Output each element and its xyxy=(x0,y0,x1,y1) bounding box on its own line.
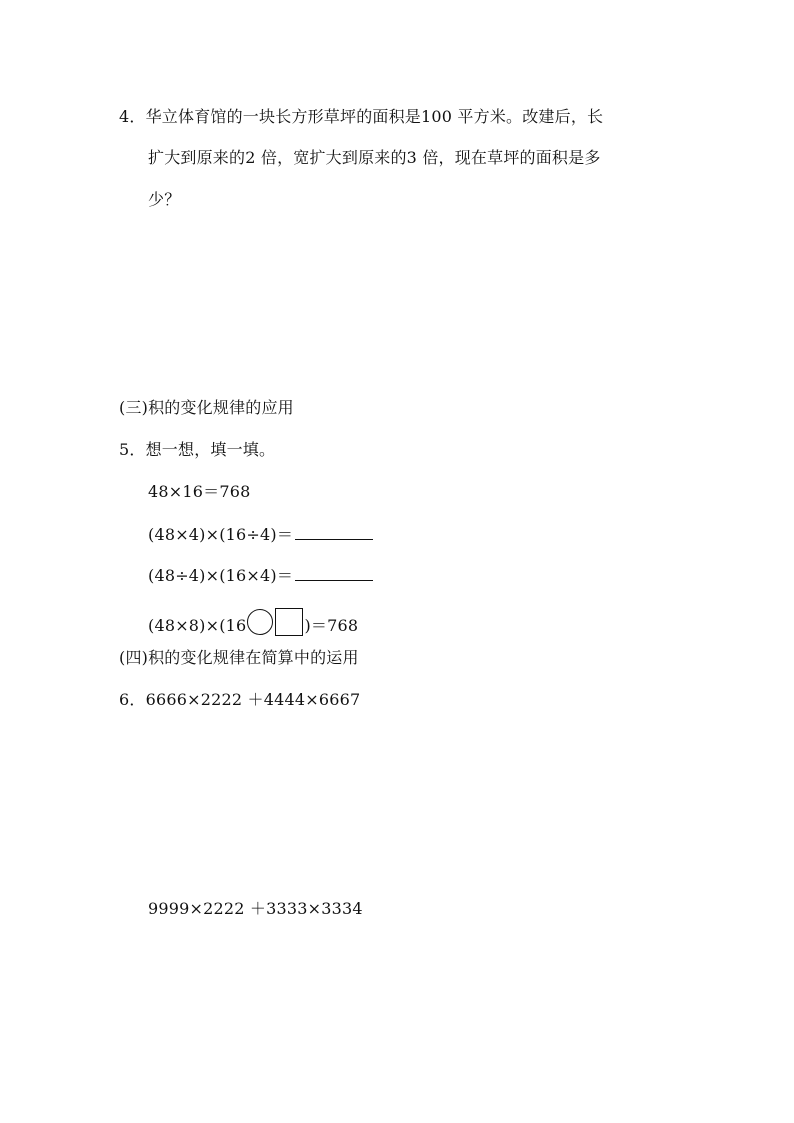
question-4-line-1 xyxy=(119,106,603,128)
equation-3 xyxy=(148,564,373,587)
question-6-number: 6． xyxy=(119,690,146,709)
equation-1: 48×16＝768 xyxy=(148,482,251,501)
equation-4 xyxy=(148,608,358,637)
equation-4-suffix: )＝768 xyxy=(304,616,359,635)
question-6-line xyxy=(119,689,360,711)
question-6-expression-2: 9999×2222 ＋3333×3334 xyxy=(148,899,363,918)
operator-circle-blank[interactable] xyxy=(247,609,273,635)
equation-4-prefix: (48×8)×(16 xyxy=(148,616,247,635)
question-5-number: 5． xyxy=(119,440,146,459)
section-3-heading: (三)积的变化规律的应用 xyxy=(119,398,294,417)
section-4-heading: (四)积的变化规律在简算中的运用 xyxy=(119,648,359,667)
answer-blank-1[interactable] xyxy=(295,523,373,540)
question-4-number: 4． xyxy=(119,107,146,126)
question-6-expression-1: 6666×2222 ＋4444×6667 xyxy=(145,690,361,709)
equation-2-text: (48×4)×(16÷4)＝ xyxy=(148,525,294,544)
question-4-line-2: 扩大到原来的2 倍，宽扩大到原来的3 倍，现在草坪的面积是多 xyxy=(148,148,601,167)
question-4-text-1: 华立体育馆的一块长方形草坪的面积是100 平方米。改建后，长 xyxy=(145,107,604,126)
question-4-line-3: 少？ xyxy=(148,190,181,209)
question-5-prompt: 想一想，填一填。 xyxy=(145,440,276,459)
number-square-blank[interactable] xyxy=(275,608,303,636)
question-5-prompt-line xyxy=(119,439,275,461)
equation-3-text: (48÷4)×(16×4)＝ xyxy=(148,566,294,585)
equation-2 xyxy=(148,523,373,546)
answer-blank-2[interactable] xyxy=(295,564,373,581)
